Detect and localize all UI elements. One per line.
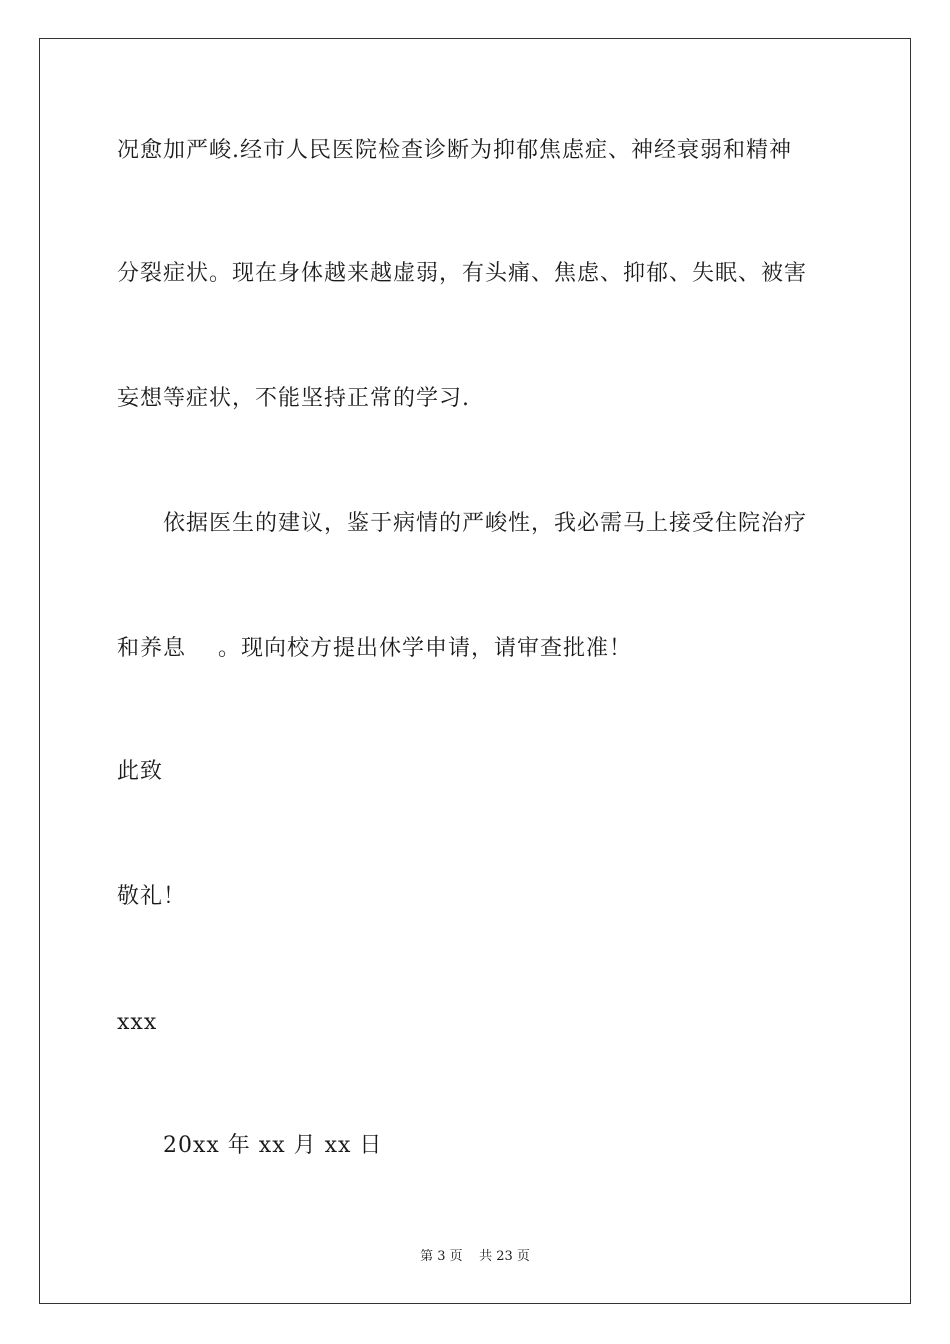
signature: xxx xyxy=(117,1010,158,1035)
page-number-footer: 第 3 页 共 23 页 xyxy=(420,1249,530,1264)
date: 20xx 年 xx 月 xx 日 xyxy=(163,1133,383,1158)
body-line-5: 和养息 。现向校方提出休学申请，请审查批准！ xyxy=(117,636,632,661)
page-border xyxy=(39,38,911,1304)
body-line-2: 分裂症状。现在身体越来越虚弱，有头痛、焦虑、抑郁、失眠、被害 xyxy=(117,261,808,286)
body-line-1: 况愈加严峻.经市人民医院检查诊断为抑郁焦虑症、神经衰弱和精神 xyxy=(117,138,792,163)
closing-salutation: 此致 xyxy=(117,759,164,784)
body-line-3: 妄想等症状，不能坚持正常的学习. xyxy=(117,386,470,411)
closing-respect: 敬礼！ xyxy=(117,884,187,909)
body-line-4: 依据医生的建议，鉴于病情的严峻性，我必需马上接受住院治疗 xyxy=(163,511,808,536)
